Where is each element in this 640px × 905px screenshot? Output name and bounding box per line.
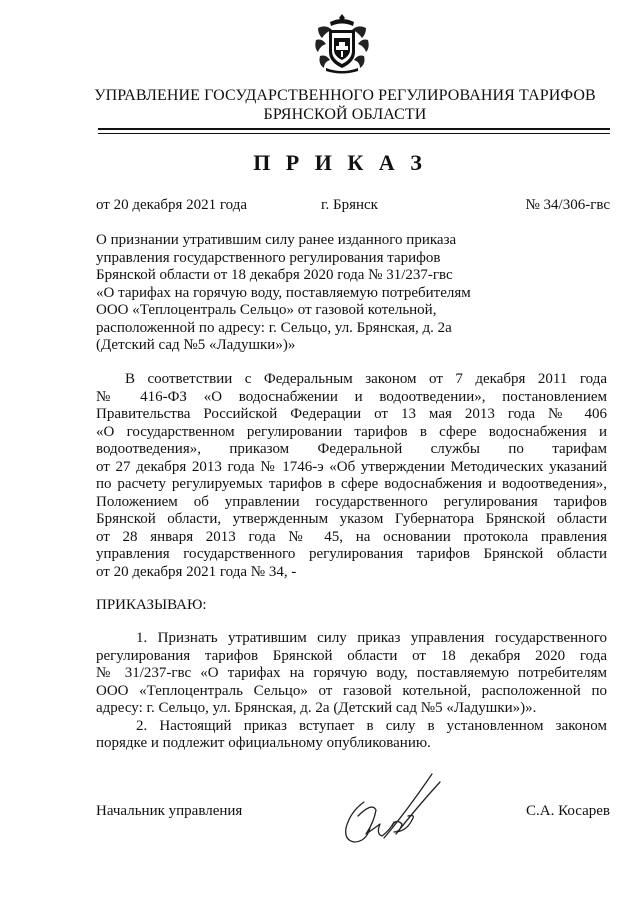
document-date: от 20 декабря 2021 года	[96, 197, 248, 213]
subject-line: ООО «Теплоцентраль Сельцо» от газовой котельной,	[96, 302, 437, 318]
order-keyword: ПРИКАЗЫВАЮ:	[96, 597, 207, 613]
header-rule-thick	[98, 128, 610, 130]
clause-1-line: № 31/237-гвс «О тарифах на горячую воду, поставляемую потребителям	[96, 665, 607, 681]
preamble-line: по расчету регулируемых тарифов в сфере водоснабжения и водоотведения»,	[96, 476, 607, 492]
preamble-line: «О государственном регулировании тарифов в сфере водоснабжения и	[96, 423, 607, 440]
clause-2-line: порядке и подлежит официальному опубликованию.	[96, 735, 431, 751]
document-title: П Р И К А З	[253, 150, 427, 175]
document-number: № 34/306-гвс	[525, 197, 610, 213]
preamble-line: Правительства Российской Федерации от 13 мая 2013 года № 406	[96, 406, 607, 422]
document-city: г. Брянск	[321, 197, 378, 213]
clause-1-line: 1. Признать утратившим силу приказ управления государственного	[136, 630, 607, 646]
clause-2-line: 2. Настоящий приказ вступает в силу в установленном законом	[136, 717, 607, 734]
preamble-line: В соответствии с Федеральным законом от 7 декабря 2011 года	[125, 371, 607, 387]
signatory-name: С.А. Косарев	[526, 803, 610, 819]
order-clauses	[96, 630, 607, 753]
preamble-paragraph	[96, 371, 607, 581]
signatory-position: Начальник управления	[96, 803, 243, 819]
handwritten-signature	[336, 772, 446, 852]
organization-name-line2: БРЯНСКОЙ ОБЛАСТИ	[263, 106, 427, 123]
document-subject	[96, 232, 516, 355]
subject-line: управления государственного регулирования тарифов	[96, 249, 441, 266]
subject-line: «О тарифах на горячую воду, поставляемую потребителям	[96, 284, 471, 301]
clause-1-line: адресу: г. Сельцо, ул. Брянская, д. 2а (Детский сад №5 «Ладушки»)».	[96, 700, 537, 716]
subject-line: Брянской области от 18 декабря 2020 года № 31/237-гвс	[96, 267, 453, 283]
preamble-line: от 27 декабря 2013 года № 1746-э «Об утверждении Методических указаний	[96, 458, 607, 475]
subject-line: расположенной по адресу: г. Сельцо, ул. Брянская, д. 2а	[96, 319, 452, 336]
preamble-line: от 20 декабря 2021 года № 34, -	[96, 563, 297, 580]
header-rule-thin	[98, 133, 610, 134]
preamble-line: Положением об управлении государственного регулирования тарифов	[96, 493, 607, 510]
subject-line: (Детский сад №5 «Ладушки»)»	[96, 337, 296, 353]
preamble-line: № 416-ФЗ «О водоснабжении и водоотведении», постановлением	[96, 388, 607, 405]
organization-name-line1: УПРАВЛЕНИЕ ГОСУДАРСТВЕННОГО РЕГУЛИРОВАНИЯ ТАРИФОВ	[94, 87, 596, 104]
preamble-line: Брянской области, утвержденным указом Губернатора Брянской области	[96, 511, 607, 527]
subject-line: О признании утратившим силу ранее изданного приказа	[96, 232, 457, 248]
preamble-line: управления государственного регулирования тарифов Брянской области	[96, 546, 607, 562]
clause-1-line: ООО «Теплоцентраль Сельцо» от газовой котельной, расположенной по	[96, 682, 607, 699]
clause-1-line: регулирования тарифов Брянской области от 18 декабря 2020 года	[96, 647, 607, 664]
preamble-line: водоотведения», приказом Федеральной службы по тарифам	[96, 441, 607, 457]
preamble-line: от 28 января 2013 года № 45, на основании протокола правления	[96, 528, 607, 545]
coat-of-arms-icon	[312, 12, 372, 74]
